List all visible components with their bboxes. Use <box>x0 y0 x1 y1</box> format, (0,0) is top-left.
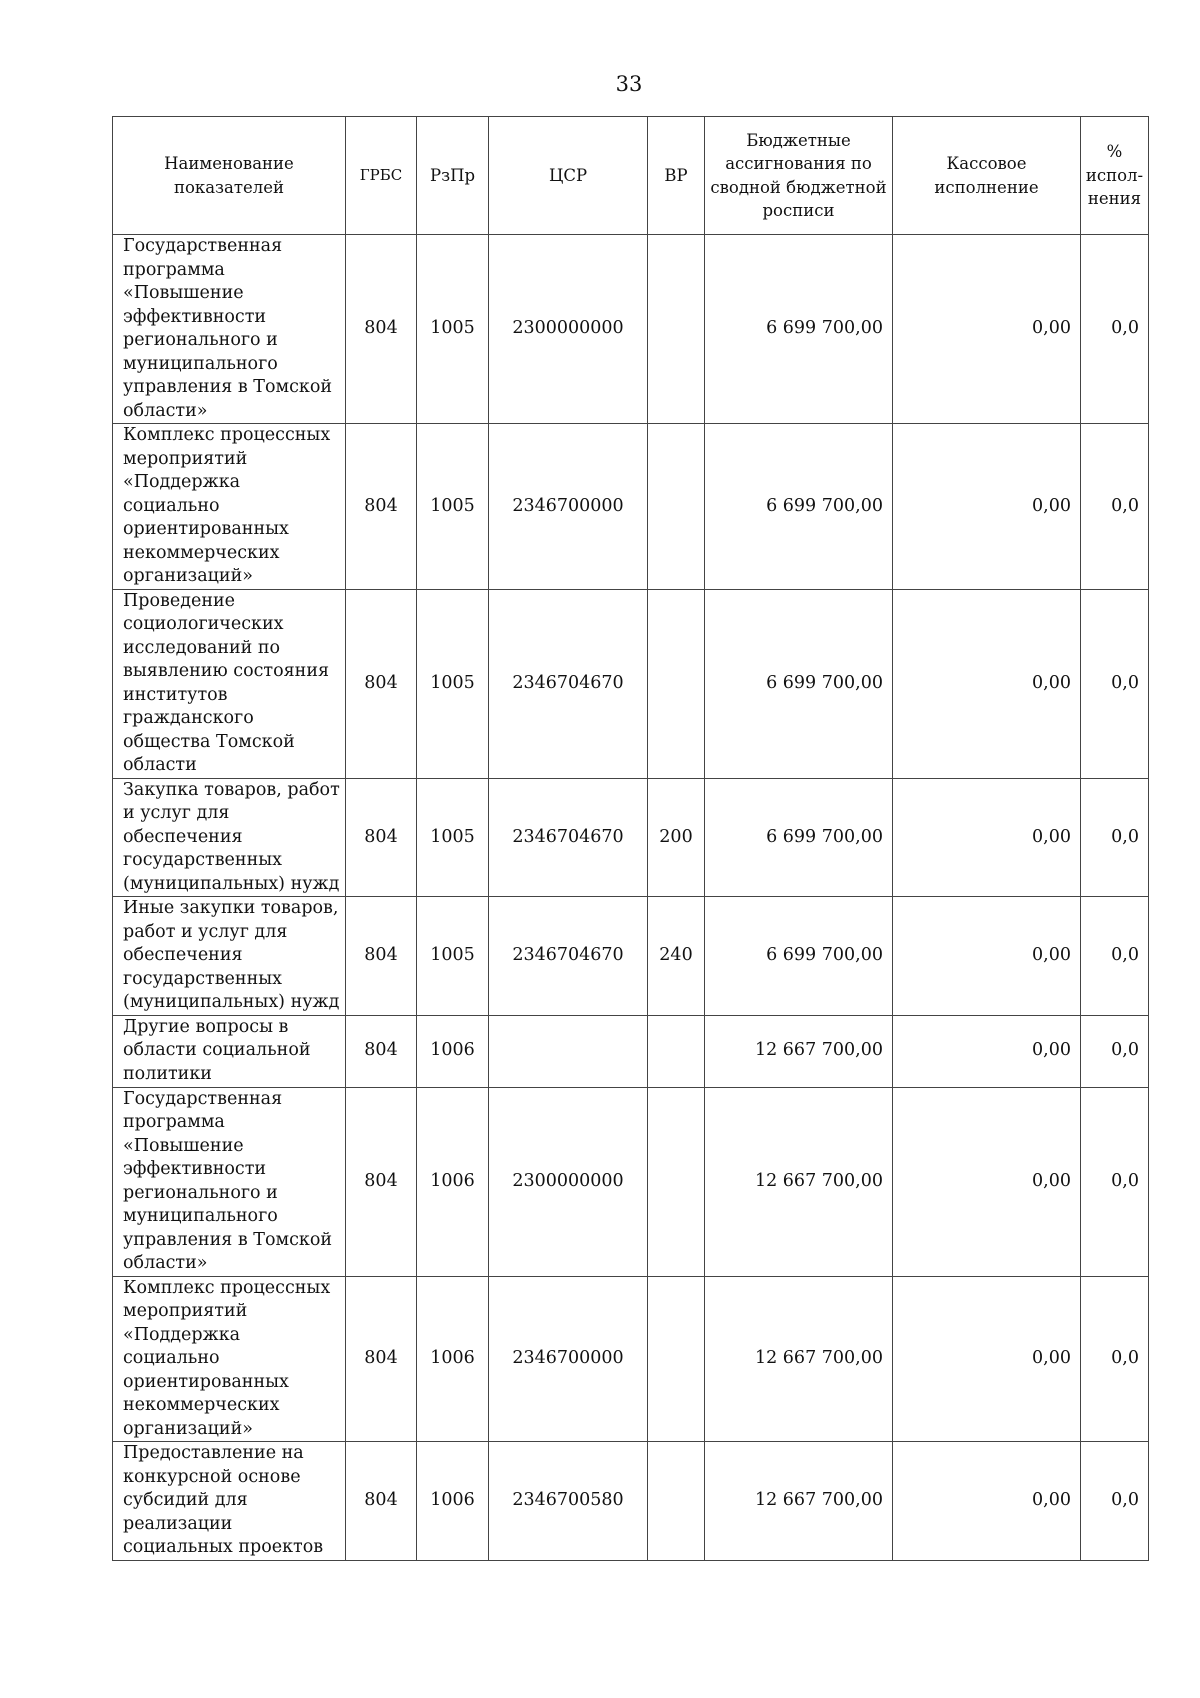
cell-rzpr: 1005 <box>417 589 489 778</box>
table-row <box>113 897 1149 1016</box>
cell-rzpr: 1005 <box>417 424 489 590</box>
table-row <box>113 1015 1149 1087</box>
cell-csr: 2346700000 <box>489 1276 648 1442</box>
cell-csr: 2346700580 <box>489 1442 648 1561</box>
cell-vr <box>648 1276 705 1442</box>
table-row <box>113 1276 1149 1442</box>
cell-pct: 0,0 <box>1081 589 1149 778</box>
header-pct: % испол-нения <box>1081 117 1149 235</box>
cell-rzpr: 1006 <box>417 1276 489 1442</box>
cell-budget: 12 667 700,00 <box>705 1442 893 1561</box>
cell-csr: 2300000000 <box>489 235 648 424</box>
cell-pct: 0,0 <box>1081 897 1149 1016</box>
header-rzpr: РзПр <box>417 117 489 235</box>
header-csr: ЦСР <box>489 117 648 235</box>
cell-grbs: 804 <box>346 897 417 1016</box>
cell-grbs: 804 <box>346 424 417 590</box>
cell-rzpr: 1006 <box>417 1015 489 1087</box>
cell-name: Проведение социологических исследований по выявлению состояния институтов гражданского общества Томской области <box>113 589 346 778</box>
cell-vr <box>648 1442 705 1561</box>
cell-pct: 0,0 <box>1081 424 1149 590</box>
cell-cash: 0,00 <box>893 1442 1081 1561</box>
cell-name: Закупка товаров, работ и услуг для обеспечения государственных (муниципальных) нужд <box>113 778 346 897</box>
header-vr: ВР <box>648 117 705 235</box>
cell-budget: 12 667 700,00 <box>705 1087 893 1276</box>
cell-rzpr: 1005 <box>417 897 489 1016</box>
cell-pct: 0,0 <box>1081 1442 1149 1561</box>
cell-csr: 2300000000 <box>489 1087 648 1276</box>
table-row <box>113 778 1149 897</box>
table-row <box>113 424 1149 590</box>
table-row <box>113 1087 1149 1276</box>
header-grbs: ГРБС <box>346 117 417 235</box>
cell-grbs: 804 <box>346 1015 417 1087</box>
cell-vr: 240 <box>648 897 705 1016</box>
cell-cash: 0,00 <box>893 897 1081 1016</box>
cell-rzpr: 1005 <box>417 235 489 424</box>
table-row <box>113 1442 1149 1561</box>
cell-cash: 0,00 <box>893 1087 1081 1276</box>
table-row <box>113 589 1149 778</box>
cell-csr: 2346700000 <box>489 424 648 590</box>
cell-grbs: 804 <box>346 778 417 897</box>
cell-grbs: 804 <box>346 1442 417 1561</box>
cell-cash: 0,00 <box>893 589 1081 778</box>
cell-pct: 0,0 <box>1081 778 1149 897</box>
cell-csr <box>489 1015 648 1087</box>
cell-pct: 0,0 <box>1081 1276 1149 1442</box>
cell-name: Предоставление на конкурсной основе субсидий для реализации социальных проектов <box>113 1442 346 1561</box>
table-body <box>113 235 1149 1561</box>
cell-grbs: 804 <box>346 235 417 424</box>
cell-budget: 6 699 700,00 <box>705 235 893 424</box>
table-header-row <box>113 117 1149 235</box>
cell-pct: 0,0 <box>1081 1087 1149 1276</box>
cell-pct: 0,0 <box>1081 235 1149 424</box>
cell-cash: 0,00 <box>893 1276 1081 1442</box>
cell-budget: 6 699 700,00 <box>705 778 893 897</box>
table-row <box>113 235 1149 424</box>
cell-budget: 12 667 700,00 <box>705 1276 893 1442</box>
cell-budget: 6 699 700,00 <box>705 897 893 1016</box>
header-name: Наименование показателей <box>113 117 346 235</box>
cell-budget: 6 699 700,00 <box>705 589 893 778</box>
cell-grbs: 804 <box>346 1276 417 1442</box>
cell-name: Другие вопросы в области социальной политики <box>113 1015 346 1087</box>
cell-name: Комплекс процессных мероприятий «Поддержка социально ориентированных некоммерческих организаций» <box>113 1276 346 1442</box>
header-budget: Бюджетные ассигнования по сводной бюджетной росписи <box>705 117 893 235</box>
cell-budget: 6 699 700,00 <box>705 424 893 590</box>
budget-table <box>112 116 1149 1561</box>
header-cash: Кассовое исполнение <box>893 117 1081 235</box>
cell-cash: 0,00 <box>893 1015 1081 1087</box>
cell-vr <box>648 1015 705 1087</box>
cell-cash: 0,00 <box>893 235 1081 424</box>
cell-csr: 2346704670 <box>489 778 648 897</box>
cell-vr <box>648 589 705 778</box>
cell-vr <box>648 424 705 590</box>
cell-name: Государственная программа «Повышение эффективности регионального и муниципального управления в Томской области» <box>113 1087 346 1276</box>
cell-cash: 0,00 <box>893 778 1081 897</box>
cell-vr <box>648 235 705 424</box>
page-number: 33 <box>615 72 643 96</box>
cell-csr: 2346704670 <box>489 897 648 1016</box>
cell-vr: 200 <box>648 778 705 897</box>
cell-rzpr: 1005 <box>417 778 489 897</box>
cell-name: Комплекс процессных мероприятий «Поддержка социально ориентированных некоммерческих организаций» <box>113 424 346 590</box>
cell-budget: 12 667 700,00 <box>705 1015 893 1087</box>
cell-cash: 0,00 <box>893 424 1081 590</box>
cell-grbs: 804 <box>346 1087 417 1276</box>
cell-csr: 2346704670 <box>489 589 648 778</box>
cell-rzpr: 1006 <box>417 1442 489 1561</box>
cell-name: Государственная программа «Повышение эффективности регионального и муниципального управления в Томской области» <box>113 235 346 424</box>
cell-pct: 0,0 <box>1081 1015 1149 1087</box>
cell-name: Иные закупки товаров, работ и услуг для обеспечения государственных (муниципальных) нужд <box>113 897 346 1016</box>
cell-grbs: 804 <box>346 589 417 778</box>
cell-rzpr: 1006 <box>417 1087 489 1276</box>
cell-vr <box>648 1087 705 1276</box>
